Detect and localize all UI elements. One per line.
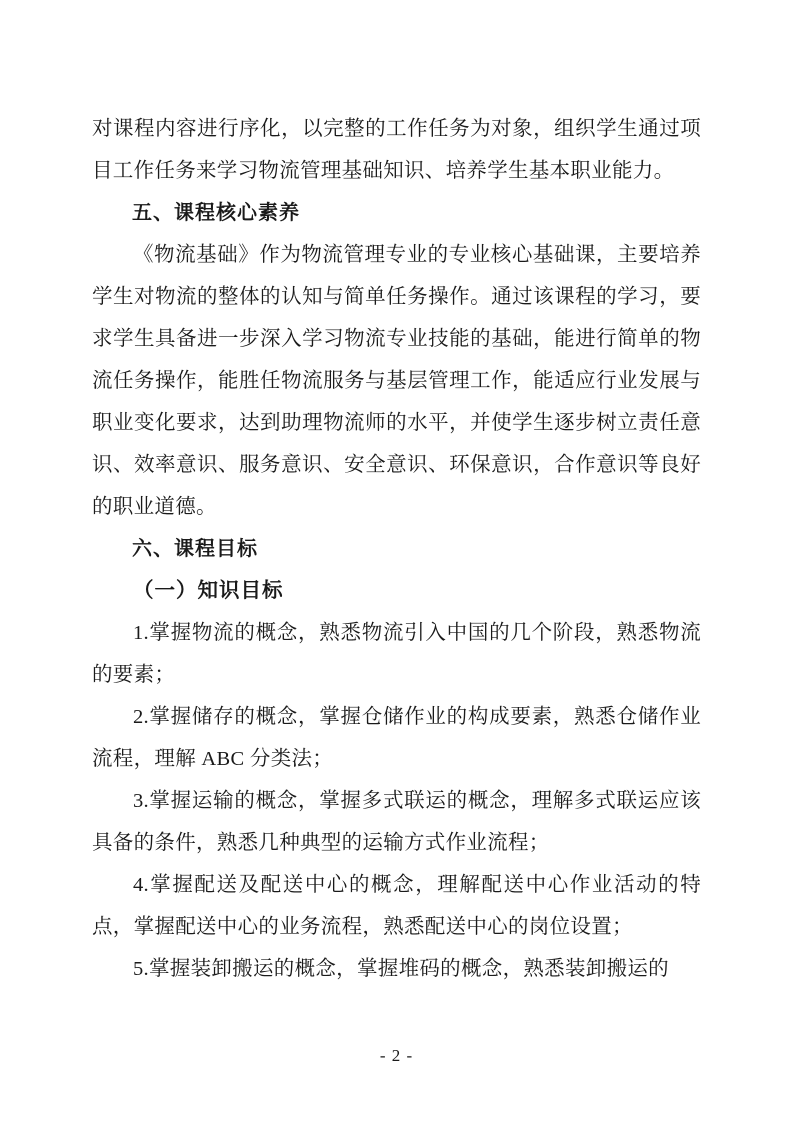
list-item-2: 2.掌握储存的概念，掌握仓储作业的构成要素，熟悉仓储作业流程，理解 ABC 分类法； — [92, 706, 701, 770]
subsection-heading-knowledge-goals: （一）知识目标 — [133, 580, 284, 602]
paragraph-core-literacy: 《物流基础》作为物流管理专业的专业核心基础课，主要培养学生对物流的整体的认知与简单任务操作。通过该课程的学习，要求学生具备进一步深入学习物流专业技能的基础，能进行简单的物流任务操作，能胜任物流服务与基层管理工作，能适应行业发展与职业变化要求，达到助理物流师的水平，并使学生逐步树立责任意识、效率意识、服务意识、安全意识、环保意识，合作意识等良好的职业道德。 — [92, 244, 701, 518]
list-item-3: 3.掌握运输的概念，掌握多式联运的概念，理解多式联运应该具备的条件，熟悉几种典型的运输方式作业流程； — [92, 790, 701, 854]
page-number: - 2 - — [379, 1046, 414, 1065]
section-heading-five: 五、课程核心素养 — [132, 202, 300, 224]
list-item-1: 1.掌握物流的概念，熟悉物流引入中国的几个阶段，熟悉物流的要素； — [92, 622, 701, 686]
document-body — [92, 108, 701, 990]
paragraph-continued: 对课程内容进行序化，以完整的工作任务为对象，组织学生通过项目工作任务来学习物流管理基础知识、培养学生基本职业能力。 — [92, 118, 701, 182]
section-heading-six: 六、课程目标 — [132, 538, 258, 560]
list-item-4: 4.掌握配送及配送中心的概念，理解配送中心作业活动的特点，掌握配送中心的业务流程，熟悉配送中心的岗位设置； — [92, 874, 701, 938]
list-item-5: 5.掌握装卸搬运的概念，掌握堆码的概念，熟悉装卸搬运的 — [133, 958, 669, 980]
